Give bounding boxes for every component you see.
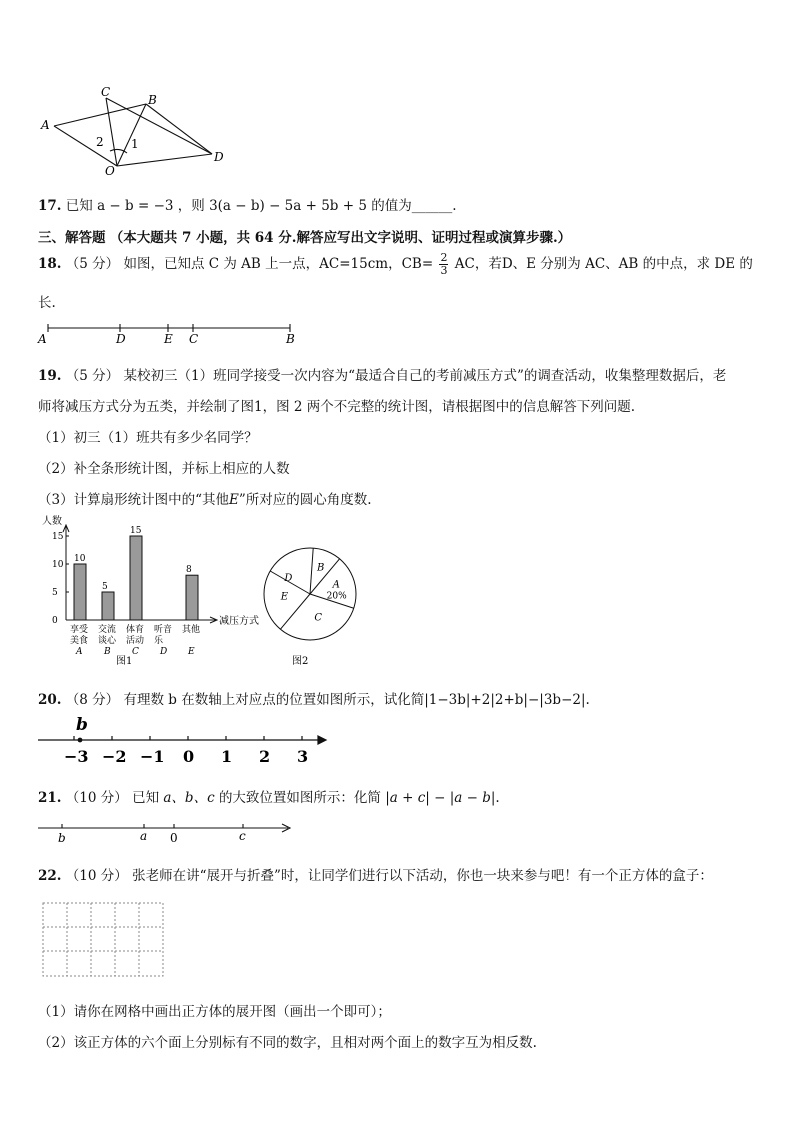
point-b-label: b (76, 715, 88, 735)
q22-text: 张老师在讲“展开与折叠”时，让同学们进行以下活动，你也一块来参与吧！有一个正方体的盒子： (132, 868, 713, 884)
angle-label-1: 1 (131, 137, 139, 151)
bar-category-line1: 交流 (98, 625, 117, 635)
q18-line2 (38, 291, 56, 311)
pie-slice-B: B (316, 562, 325, 574)
angle-label-b: B (148, 93, 157, 107)
q21-label-b: b (58, 831, 66, 845)
bar-value-label: 5 (102, 582, 108, 592)
bar-xlabel: 减压方式 (219, 616, 259, 627)
q18-score: （5 分） (65, 256, 120, 272)
bar-category-line1: 其他 (182, 625, 201, 635)
number-line-q20 (36, 712, 336, 770)
q21-label-a: a (140, 829, 148, 843)
bar-category-code: B (104, 647, 111, 657)
q18-frac-num: 2 (440, 251, 448, 264)
segment-label-c: C (189, 332, 199, 346)
q17-lead: 已知 (65, 198, 93, 214)
section-title: 三、解答题 (38, 230, 106, 246)
q21-label-c: c (239, 829, 246, 843)
bar-category-line2: 活动 (126, 636, 145, 646)
q19-line2 (38, 395, 635, 415)
angle-label-d: D (214, 150, 224, 164)
q21-text-c: . (495, 790, 500, 806)
q19-text-1: 某校初三（1）班同学接受一次内容为“最适合自己的考前减压方式”的调查活动，收集整理数据后，老 (123, 368, 727, 384)
bar-value-label: 10 (74, 554, 86, 564)
q21-vars: a、b、c (163, 790, 215, 806)
bar-value-label: 8 (186, 565, 192, 576)
q19-sub2 (38, 457, 290, 477)
q18-fraction (439, 252, 448, 277)
q21-text-b: 的大致位置如图所示：化简 (218, 790, 381, 806)
q17-expression: 3(a − b) − 5a + 5b + 5 (209, 198, 367, 214)
bar-C (130, 536, 142, 620)
q21-expr: |a + c| − |a − b| (385, 790, 496, 806)
bar-y-tick: 10 (52, 560, 64, 570)
bar-category-code: A (76, 647, 83, 657)
q20-number: 20. (38, 692, 62, 708)
q17-tail: 的值为______. (371, 198, 457, 214)
bar-B (102, 592, 114, 620)
bar-y-tick: 5 (52, 588, 58, 598)
pie-slice-D: D (284, 572, 293, 584)
segment-figure (36, 322, 306, 346)
q19-sub3-var: E (229, 492, 239, 508)
q21-text-a: 已知 (132, 790, 160, 806)
q19-sub3 (38, 488, 372, 508)
bar-category-line2: 乐 (154, 636, 164, 646)
bar-category-line2: 谈心 (98, 636, 117, 646)
q20-tick-label: 0 (183, 747, 195, 766)
angle-label-c: C (101, 85, 111, 99)
q20-tick-label: −1 (140, 747, 165, 766)
pie-slice-A: A (332, 579, 340, 591)
pie-slice-annotation: 20% (326, 591, 347, 602)
q21 (38, 786, 500, 806)
pie-boundary (310, 548, 313, 594)
bar-chart (36, 512, 261, 670)
q20-score: （8 分） (65, 692, 120, 708)
pie-chart (262, 540, 362, 670)
q17-condition: a − b = −3 (97, 198, 174, 214)
q22-sub1-text: （1）请你在网格中画出正方体的展开图（画出一个即可）； (38, 1004, 391, 1020)
segment-label-d: D (116, 332, 126, 346)
q18-line1 (38, 252, 753, 277)
q18-text-a: 如图，已知点 C 为 AB 上一点，AC=15cm，CB= (123, 256, 434, 272)
bar-A (74, 564, 86, 620)
angle-label-a: A (41, 118, 50, 132)
bar-category-line1: 体育 (126, 625, 145, 635)
q18-frac-den: 3 (440, 264, 448, 277)
q22-number: 22. (38, 868, 62, 884)
section-three-heading (38, 226, 571, 246)
q18-text-b: AC，若D、E 分别为 AC、AB 的中点，求 DE 的 (454, 256, 753, 272)
section-note: （本大题共 7 小题，共 64 分.解答应写出文字说明、证明过程或演算步骤.） (109, 230, 572, 246)
q20-tick-label: 2 (259, 747, 271, 766)
q21-score: （10 分） (65, 790, 128, 806)
bar-title: 图1 (116, 656, 133, 667)
q17-mid: ，则 (177, 198, 205, 214)
q20-tick-label: −3 (64, 747, 89, 766)
q22-sub1 (38, 1000, 391, 1020)
q19-sub1 (38, 426, 258, 446)
segment-label-a: A (38, 332, 47, 346)
q17 (38, 194, 457, 214)
q21-label-0: 0 (170, 831, 178, 845)
q19-sub3-end: ”所对应的圆心角度数. (238, 492, 372, 508)
q17-number: 17. (38, 198, 62, 214)
bar-y-tick: 15 (52, 532, 64, 542)
point-b (78, 738, 83, 743)
pie-slice-E: E (280, 591, 289, 603)
q19-sub3-text: （3）计算扇形统计图中的“其他 (38, 492, 229, 508)
q22-sub2 (38, 1031, 537, 1051)
number-line-q21 (36, 818, 298, 846)
q22 (38, 864, 713, 884)
q19-sub1-text: （1）初三（1）班共有多少名同学？ (38, 430, 258, 446)
q20 (38, 688, 590, 708)
bar-category-line2: 美食 (70, 636, 89, 646)
q19-sub2-text: （2）补全条形统计图，并标上相应的人数 (38, 461, 290, 477)
q20-text: 有理数 b 在数轴上对应点的位置如图所示，试化简|1−3b|+2|2+b|−|3b−2|. (123, 692, 590, 708)
bar-category-code: E (188, 647, 195, 657)
bar-category-line1: 享受 (70, 625, 89, 635)
angle-figure (36, 84, 236, 176)
q22-score: （10 分） (65, 868, 128, 884)
angle-label-2: 2 (96, 135, 104, 149)
grid-figure[interactable] (42, 902, 166, 978)
q19-text-2: 师将减压方式分为五类，并绘制了图1，图 2 两个不完整的统计图，请根据图中的信息解答下列问题. (38, 399, 636, 415)
bar-value-label: 15 (130, 526, 142, 536)
q21-number: 21. (38, 790, 62, 806)
q19-line1 (38, 364, 726, 384)
segment-label-b: B (286, 332, 295, 346)
bar-E (186, 575, 198, 620)
q20-tick-label: −2 (102, 747, 127, 766)
q22-sub2-text: （2）该正方体的六个面上分别标有不同的数字，且相对两个面上的数字互为相反数. (38, 1035, 537, 1051)
bar-y-tick: 0 (52, 616, 58, 626)
pie-title: 图2 (292, 656, 309, 667)
q20-tick-label: 3 (297, 747, 309, 766)
q18-number: 18. (38, 256, 62, 272)
q19-number: 19. (38, 368, 62, 384)
pie-slice-C: C (314, 612, 323, 624)
bar-ylabel: 人数 (42, 516, 62, 527)
q20-tick-label: 1 (221, 747, 233, 766)
bar-category-code: D (160, 647, 168, 657)
q18-text-c: 长. (38, 295, 56, 311)
bar-category-code: C (132, 647, 139, 657)
bar-category-line1: 听音 (154, 625, 173, 635)
q19-score: （5 分） (65, 368, 120, 384)
segment-label-e: E (164, 332, 173, 346)
angle-label-o: O (105, 164, 115, 176)
